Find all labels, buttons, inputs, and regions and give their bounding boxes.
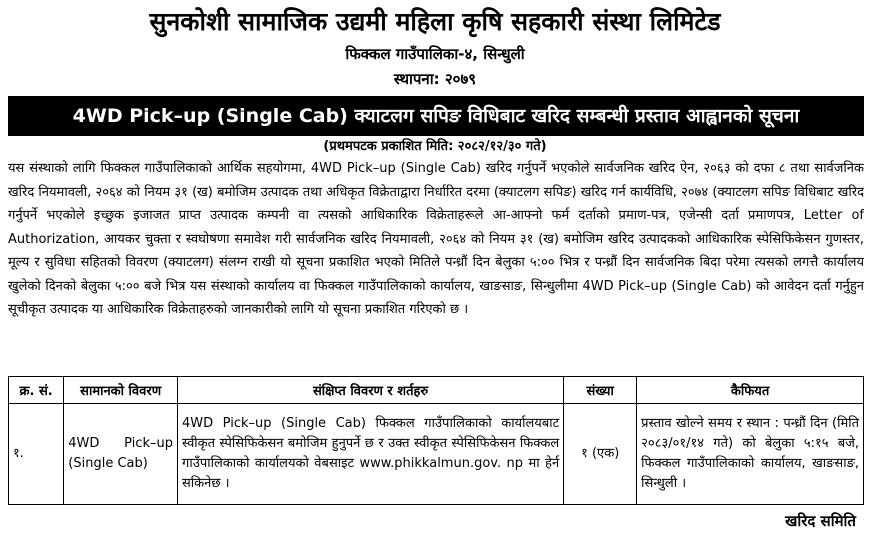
cell-item: 4WD Pick–up (Single Cab) bbox=[64, 404, 178, 505]
organization-name: सुनकोशी सामाजिक उद्यमी महिला कृषि सहकारी संस्था लिमिटेड bbox=[149, 7, 721, 36]
notice-body: यस संस्थाको लागि फिक्कल गाउँपालिकाको आर्थिक सहयोगमा, 4WD Pick–up (Single Cab) खरिद गर्नुपर्ने भएकोले सार्वजनिक खरिद ऐन, २०६३ को दफा ८ तथा सार्वजनिक खरिद नियमावली, २०६४ को नियम ३१ (ख) बमोजिम उत्पादक तथा अधिकृत विक्रेताद्वारा निर्धारित दरमा (क्याटलग सपिङ) खरिद गर्न कार्यविधि, २०७४ (क्याटलग सपिङ विधिबाट खरिद गर्नुपर्ने भएकोले इच्छुक इजाजत प्राप्त उत्पादक कम्पनी वा त्यसको आधिकारिक विक्रेताहरूले आ-आफ्नो फर्म दर्ताको प्रमाण-पत्र, एजेन्सी दर्ता प्रमाणपत्र, Letter of Authorization, आयकर चुक्ता र स्वघोषणा समावेश गरी सार्वजनिक खरिद नियमावली, २०६४ को नियम ३१ (ख) बमोजिम खरिद उत्पादकको आधिकारिक स्पेसिफिकेसन गुणस्तर, मूल्य र सुविधा सहितको विवरण (क्याटलग) संलग्न राखी यो सूचना प्रकाशित भएको मितिले पन्ध्रौं दिन बेलुका ५:०० भित्र र पन्ध्रौं दिन सार्वजनिक बिदा परेमा त्यसको लगत्तै कार्यालय खुलेको दिनको बेलुका ५:०० बजे भित्र यस संस्थाको कार्यालय वा फिक्कल गाउँपालिकाको कार्यालय, खाङसाङ, सिन्धुलीमा 4WD Pick–up (Single Cab) को आवेदन दर्ता गर्नुहुन सूचीकृत उत्पादक या आधिकारिक विक्रेताहरुको जानकारीको लागि यो सूचना प्रकाशित गरिएको छ । bbox=[8, 161, 864, 317]
established-line bbox=[0, 68, 870, 90]
signature: खरिद समिति bbox=[785, 512, 856, 530]
items-table bbox=[8, 376, 864, 505]
table-header-row bbox=[9, 377, 864, 404]
cell-desc: 4WD Pick–up (Single Cab) फिक्कल गाउँपालिकाको कार्यालयबाट स्वीकृत स्पेसिफिकेसन बमोजिम हुनुपर्ने छ र उक्त स्वीकृत स्पेसिफिकेसन फिक्कल गाउँपालिकाको कार्यालयको वेबसाइट www.phikkalmun.gov. np मा हेर्न सकिनेछ । bbox=[178, 404, 564, 505]
published-date: (प्रथमपटक प्रकाशित मिति: २०८२/१२/३० गते) bbox=[323, 139, 547, 154]
table-row bbox=[9, 404, 864, 505]
header-desc: संक्षिप्त विवरण र शर्तहरु bbox=[178, 377, 564, 404]
established-year: २०७९ bbox=[444, 70, 477, 88]
notice-title: 4WD Pick–up (Single Cab) क्याटलग सपिङ विधिबाट खरिद सम्बन्धी प्रस्ताव आह्वानको सूचना bbox=[8, 96, 864, 136]
header-remarks: कैफियत bbox=[637, 377, 864, 404]
header-qty: संख्या bbox=[564, 377, 637, 404]
header-item: सामानको विवरण bbox=[64, 377, 178, 404]
established-label: स्थापना: bbox=[393, 70, 440, 88]
cell-sn: १. bbox=[9, 404, 64, 505]
header-sn: क्र. सं. bbox=[9, 377, 64, 404]
organization-address: फिक्कल गाउँपालिका-४, सिन्धुली bbox=[345, 45, 525, 63]
cell-qty: १ (एक) bbox=[564, 404, 637, 505]
cell-remarks: प्रस्ताव खोल्ने समय र स्थान : पन्ध्रौं दिन (मिति २०८३/०१/१४ गते) को बेलुका ५:१५ बजे, फिक्कल गाउँपालिकाको कार्यालय, खाङसाङ, सिन्धुली । bbox=[637, 404, 864, 505]
